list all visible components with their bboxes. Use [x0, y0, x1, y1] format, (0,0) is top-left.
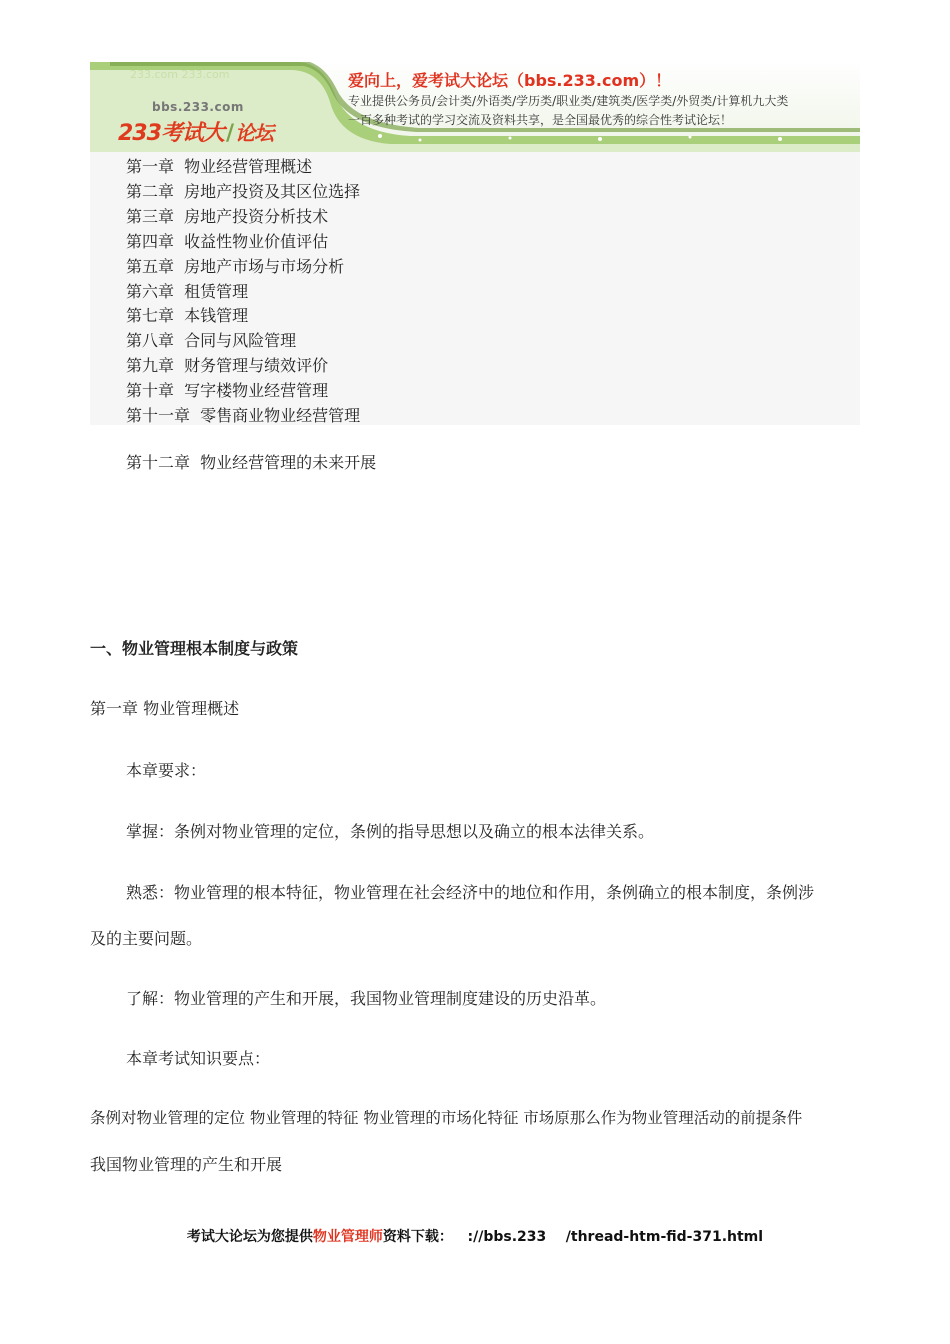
requirements-label: 本章要求： — [126, 761, 207, 780]
banner-description-line2: 一百多种考试的学习交流及资料共享，是全国最优秀的综合性考试论坛！ — [348, 113, 733, 127]
toc-item: 第四章 收益性物业价值评估 — [126, 232, 329, 251]
chapter-title: 第一章 物业管理概述 — [90, 699, 240, 718]
key-points-line1: 条例对物业管理的定位 物业管理的特征 物业管理的市场化特征 市场原那么作为物业管理活动的前提条件 — [90, 1109, 803, 1127]
toc-item: 第八章 合同与风险管理 — [126, 331, 297, 350]
toc-item: 第七章 本钱管理 — [126, 306, 249, 325]
toc-item: 第五章 房地产市场与市场分析 — [126, 257, 345, 276]
site-logo[interactable]: 233考试大/ 论坛 — [118, 121, 273, 146]
table-of-contents — [90, 152, 860, 425]
toc-item-last: 第十二章 物业经营管理的未来开展 — [126, 453, 377, 472]
toc-item: 第一章 物业经营管理概述 — [126, 157, 313, 176]
toc-item: 第十章 写字楼物业经营管理 — [126, 381, 329, 400]
footer-download-notice — [0, 1226, 950, 1246]
footer-highlight: 物业管理师 — [312, 1229, 383, 1245]
key-points-line2: 我国物业管理的产生和开展 — [90, 1155, 283, 1174]
banner-deco-text: 233.com 233.com — [130, 68, 230, 81]
toc-item: 第六章 租赁管理 — [126, 282, 249, 301]
banner-description-line1: 专业提供公务员/会计类/外语类/学历类/职业类/建筑类/医学类/外贸类/计算机九大类 — [348, 94, 789, 108]
banner-slogan: 爱向上，爱考试大论坛（bbs.233.com）！ — [348, 71, 672, 90]
master-requirement: 掌握：条例对物业管理的定位，条例的指导思想以及确立的根本法律关系。 — [126, 822, 655, 841]
familiar-requirement-line2: 及的主要问题。 — [90, 929, 203, 948]
familiar-requirement-line1: 熟悉：物业管理的根本特征，物业管理在社会经济中的地位和作用，条例确立的根本制度，条例涉 — [126, 883, 815, 902]
section-heading: 一、物业管理根本制度与政策 — [90, 639, 299, 658]
key-points-label: 本章考试知识要点： — [126, 1049, 271, 1068]
toc-item: 第三章 房地产投资分析技术 — [126, 207, 329, 226]
logo-url[interactable]: bbs.233.com — [152, 100, 244, 114]
toc-item: 第十一章 零售商业物业经营管理 — [126, 406, 361, 425]
footer-link[interactable]: 资料下载： ://bbs.233 /thread-htm-fid-371.html — [382, 1229, 764, 1245]
logo-main-text: 233考试大 — [118, 121, 224, 146]
logo-sub-text: 论坛 — [234, 121, 273, 145]
understand-requirement: 了解：物业管理的产生和开展，我国物业管理制度建设的历史沿革。 — [126, 989, 607, 1008]
footer-prefix: 考试大论坛为您提供 — [186, 1229, 313, 1245]
toc-item: 第二章 房地产投资及其区位选择 — [126, 182, 361, 201]
forum-banner — [90, 62, 860, 152]
toc-item: 第九章 财务管理与绩效评价 — [126, 356, 329, 375]
